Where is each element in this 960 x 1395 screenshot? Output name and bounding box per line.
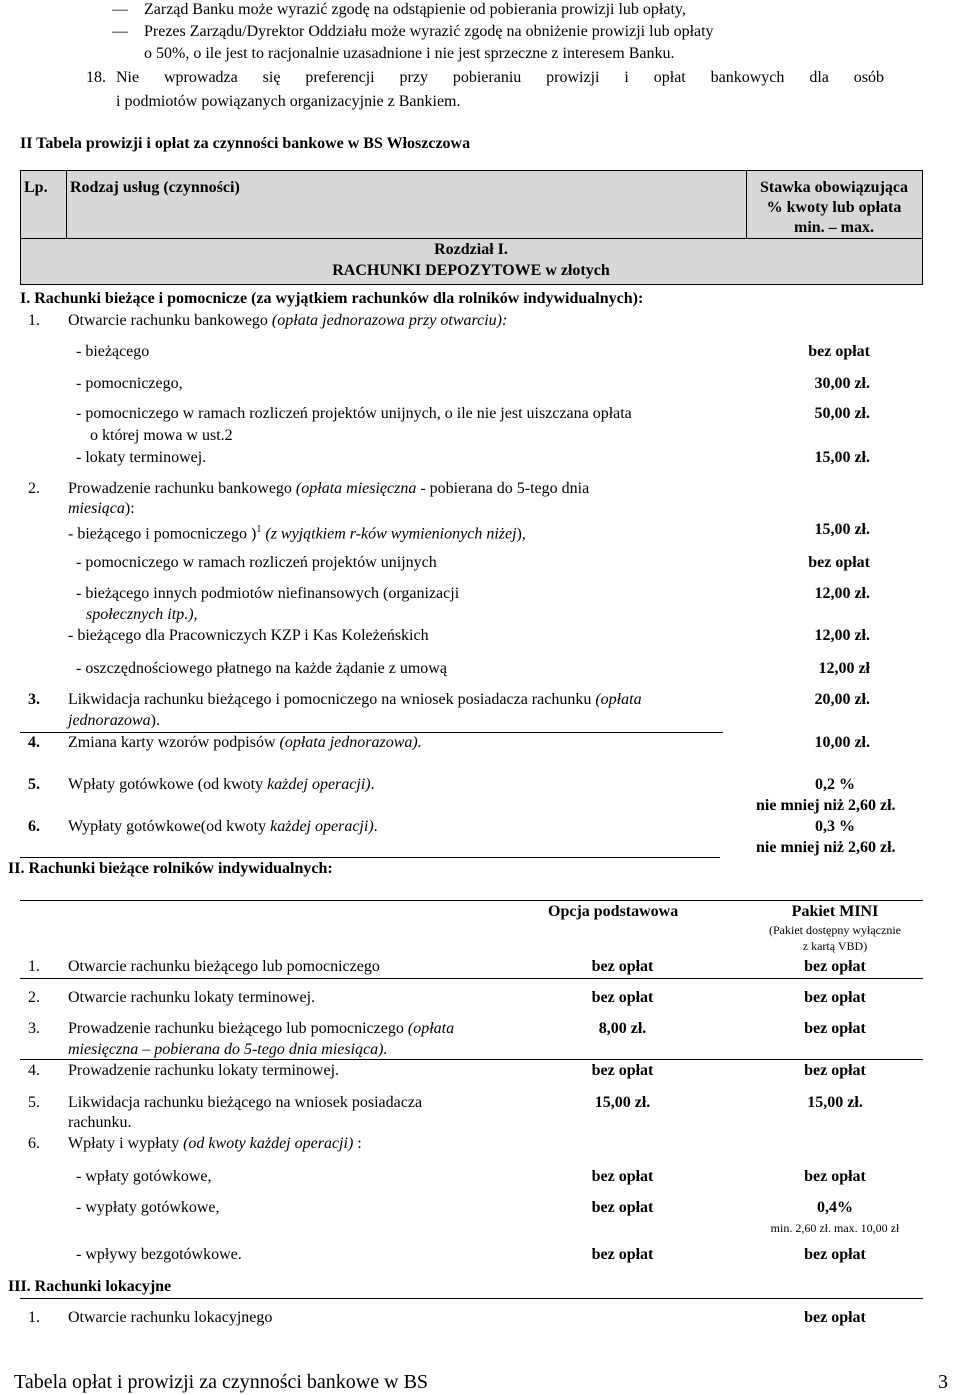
part2-item6: Wpłaty i wypłaty (od kwoty każdej operacji) : bbox=[68, 1135, 362, 1152]
divider bbox=[20, 1059, 923, 1060]
part2-heading: II. Rachunki bieżące rolników indywidualnych: bbox=[8, 860, 333, 877]
item-number: 3. bbox=[28, 1020, 40, 1037]
dash-bullet: — bbox=[112, 23, 128, 40]
item-number: 2. bbox=[28, 989, 40, 1006]
part2-row-label: Otwarcie rachunku bieżącego lub pomocniczego bbox=[68, 958, 380, 975]
item-number: 5. bbox=[28, 1094, 40, 1111]
item-number: 4. bbox=[28, 1062, 40, 1079]
part2-row-basic: bez opłat bbox=[591, 1062, 654, 1079]
chapter-title: RACHUNKI DEPOZYTOWE w złotych bbox=[332, 262, 610, 279]
part2-item6-sub-basic: bez opłat bbox=[591, 1246, 654, 1263]
part1-item1-sub-label-cont: o której mowa w ust.2 bbox=[90, 427, 233, 444]
part2-item6-sub-mini: bez opłat bbox=[804, 1246, 866, 1263]
part2-row-mini: bez opłat bbox=[804, 958, 866, 975]
item-number: 18. bbox=[86, 69, 106, 86]
part1-item2-sub-value: 12,00 zł bbox=[818, 660, 870, 677]
part2-row-basic: 8,00 zł. bbox=[598, 1020, 647, 1037]
divider bbox=[20, 857, 720, 858]
part3-item1-value: bez opłat bbox=[804, 1309, 866, 1326]
header-bottom-border bbox=[20, 284, 923, 285]
item-number: 1. bbox=[28, 958, 40, 975]
part1-item1-sub-value: bez opłat bbox=[808, 343, 870, 360]
part2-col-mini: Pakiet MINI bbox=[791, 903, 879, 920]
header-lp: Lp. bbox=[24, 179, 48, 196]
header-top-border bbox=[20, 170, 923, 171]
part2-row-label: Otwarcie rachunku lokaty terminowej. bbox=[68, 989, 316, 1006]
part1-item3: Likwidacja rachunku bieżącego i pomocniczego na wniosek posiadacza rachunku (opłata bbox=[68, 691, 642, 708]
part1-item2-sub-label: - oszczędnościowego płatnego na każde żądanie z umową bbox=[76, 660, 447, 677]
part1-item2-sub-label: - bieżącego i pomocniczego )$^1$ (z wyjątkiem r-ków wymienionych niżej), bbox=[68, 524, 526, 543]
part1-item3-cont: jednorazowa). bbox=[68, 712, 160, 729]
header-rate-line2: % kwoty lub opłata bbox=[766, 199, 902, 216]
part1-item2-sub-value: 15,00 zł. bbox=[814, 521, 870, 538]
part2-item6-sub-label: - wpłaty gotówkowe, bbox=[76, 1168, 212, 1185]
part1-item1-sub-value: 15,00 zł. bbox=[814, 449, 870, 466]
part1-item1-sub-label: - pomocniczego w ramach rozliczeń projektów unijnych, o ile nie jest uiszczana opłata bbox=[76, 405, 632, 422]
part1-item2-sub-label: - bieżącego innych podmiotów niefinansowych (organizacji bbox=[76, 585, 460, 602]
intro-item-18: Nie wprowadza się preferencji przy pobieraniu prowizji i opłat bankowych dla osób bbox=[116, 69, 884, 86]
intro-item-18-cont: i podmiotów powiązanych organizacyjnie z Bankiem. bbox=[116, 93, 461, 110]
part2-item6-sub-basic: bez opłat bbox=[591, 1199, 654, 1216]
part3-item1: Otwarcie rachunku lokacyjnego bbox=[68, 1309, 273, 1326]
header-right-border bbox=[922, 170, 923, 285]
item-number: 2. bbox=[28, 480, 40, 497]
part1-item2-sub-value: bez opłat bbox=[808, 554, 870, 571]
part1-item3-value: 20,00 zł. bbox=[814, 691, 870, 708]
item-number: 1. bbox=[28, 1309, 40, 1326]
part1-item4-value: 10,00 zł. bbox=[814, 734, 870, 751]
part2-table-top-border bbox=[20, 900, 923, 901]
part2-row-basic: 15,00 zł. bbox=[594, 1094, 651, 1111]
part2-item6-sub-label: - wpływy bezgotówkowe. bbox=[76, 1246, 242, 1263]
item-number: 3. bbox=[28, 691, 40, 708]
part1-heading: I. Rachunki bieżące i pomocnicze (za wyjątkiem rachunków dla rolników indywidualnych): bbox=[20, 290, 644, 307]
dash-bullet: — bbox=[112, 1, 128, 18]
part2-row-label: Prowadzenie rachunku bieżącego lub pomocniczego (opłata bbox=[68, 1020, 455, 1037]
part2-row-basic: bez opłat bbox=[591, 958, 654, 975]
part2-col-mini-note: (Pakiet dostępny wyłącznie bbox=[769, 923, 901, 937]
header-rate-line1: Stawka obowiązująca bbox=[759, 179, 908, 196]
part1-item2-sub-label: - bieżącego dla Pracowniczych KZP i Kas Koleżeńskich bbox=[68, 627, 429, 644]
part1-item6-min: nie mniej niż 2,60 zł. bbox=[756, 839, 896, 856]
part2-col-basic: Opcja podstawowa bbox=[548, 903, 679, 920]
part1-item2-cont: miesiąca): bbox=[68, 500, 135, 517]
part2-row-label: Prowadzenie rachunku lokaty terminowej. bbox=[68, 1062, 340, 1079]
part2-row-basic: bez opłat bbox=[591, 989, 654, 1006]
item-number: 5. bbox=[28, 776, 40, 793]
item-number: 4. bbox=[28, 734, 40, 751]
part1-item5-value: 0,2 % bbox=[815, 776, 855, 793]
part1-item1-sub-value: 30,00 zł. bbox=[814, 375, 870, 392]
intro-dash-item-2-cont: o 50%, o ile jest to racjonalnie uzasadnione i nie jest sprzeczne z interesem Banku. bbox=[144, 45, 675, 62]
part1-item1-sub-label: - pomocniczego, bbox=[76, 375, 183, 392]
part2-row-mini: bez opłat bbox=[804, 1062, 866, 1079]
part1-item1: Otwarcie rachunku bankowego (opłata jednorazowa przy otwarciu): bbox=[68, 312, 508, 329]
item-number: 1. bbox=[28, 312, 40, 329]
divider bbox=[20, 978, 923, 979]
part2-row-label-cont: rachunku. bbox=[68, 1114, 132, 1131]
part2-row-mini: bez opłat bbox=[804, 1020, 866, 1037]
item-number: 6. bbox=[28, 818, 40, 835]
header-mid-border bbox=[20, 238, 923, 239]
footer-title: Tabela opłat i prowizji za czynności bankowe w BS bbox=[14, 1371, 429, 1393]
part1-item2-sub-value: 12,00 zł. bbox=[814, 627, 870, 644]
header-service: Rodzaj usług (czynności) bbox=[70, 179, 240, 196]
part1-item5: Wpłaty gotówkowe (od kwoty każdej operacji). bbox=[68, 776, 375, 793]
divider bbox=[20, 1298, 923, 1299]
part2-item6-sub-mini: 0,4% bbox=[817, 1199, 853, 1216]
part1-item2-sub-value: 12,00 zł. bbox=[814, 585, 870, 602]
part1-item1-sub-label: - lokaty terminowej. bbox=[76, 449, 207, 466]
part2-item6-sub-mini: bez opłat bbox=[804, 1168, 866, 1185]
part1-item2: Prowadzenie rachunku bankowego (opłata miesięczna - pobierana do 5-tego dnia bbox=[68, 480, 590, 497]
header-col-divider bbox=[66, 170, 67, 238]
item-number: 6. bbox=[28, 1135, 40, 1152]
part1-item6: Wypłaty gotówkowe(od kwoty każdej operacji). bbox=[68, 818, 378, 835]
part3-heading: III. Rachunki lokacyjne bbox=[8, 1278, 172, 1295]
part1-item1-sub-label: - bieżącego bbox=[76, 343, 150, 360]
part1-item6-value: 0,3 % bbox=[815, 818, 855, 835]
section-title: II Tabela prowizji i opłat za czynności bankowe w BS Włoszczowa bbox=[20, 135, 471, 152]
part2-row-mini: bez opłat bbox=[804, 989, 866, 1006]
part2-item6-sub-label: - wypłaty gotówkowe, bbox=[76, 1199, 220, 1216]
part2-col-mini-note: z kartą VBD) bbox=[802, 939, 868, 953]
part1-item1-sub-value: 50,00 zł. bbox=[814, 405, 870, 422]
chapter-label: Rozdział I. bbox=[434, 241, 508, 258]
part1-item5-min: nie mniej niż 2,60 zł. bbox=[756, 797, 896, 814]
part2-item6-sub-mini-note: min. 2,60 zł. max. 10,00 zł bbox=[770, 1221, 900, 1235]
part2-row-label-cont: miesięczna – pobierana do 5-tego dnia miesiąca). bbox=[68, 1041, 388, 1058]
part2-item6-sub-basic: bez opłat bbox=[591, 1168, 654, 1185]
part1-item2-sub-label-cont: społecznych itp.), bbox=[86, 606, 198, 623]
intro-dash-item-2: Prezes Zarządu/Dyrektor Oddziału może wyrazić zgodę na obniżenie prowizji lub opłaty bbox=[144, 23, 714, 40]
part2-row-mini: 15,00 zł. bbox=[807, 1094, 863, 1111]
part1-item2-sub-label: - pomocniczego w ramach rozliczeń projektów unijnych bbox=[76, 554, 437, 571]
page-number: 3 bbox=[938, 1371, 948, 1393]
part1-item4: Zmiana karty wzorów podpisów (opłata jednorazowa). bbox=[68, 734, 422, 751]
intro-dash-item-1: Zarząd Banku może wyrazić zgodę na odstąpienie od pobierania prowizji lub opłaty, bbox=[144, 1, 686, 18]
part2-row-label: Likwidacja rachunku bieżącego na wniosek posiadacza bbox=[68, 1094, 423, 1111]
header-rate-line3: min. – max. bbox=[794, 219, 874, 236]
